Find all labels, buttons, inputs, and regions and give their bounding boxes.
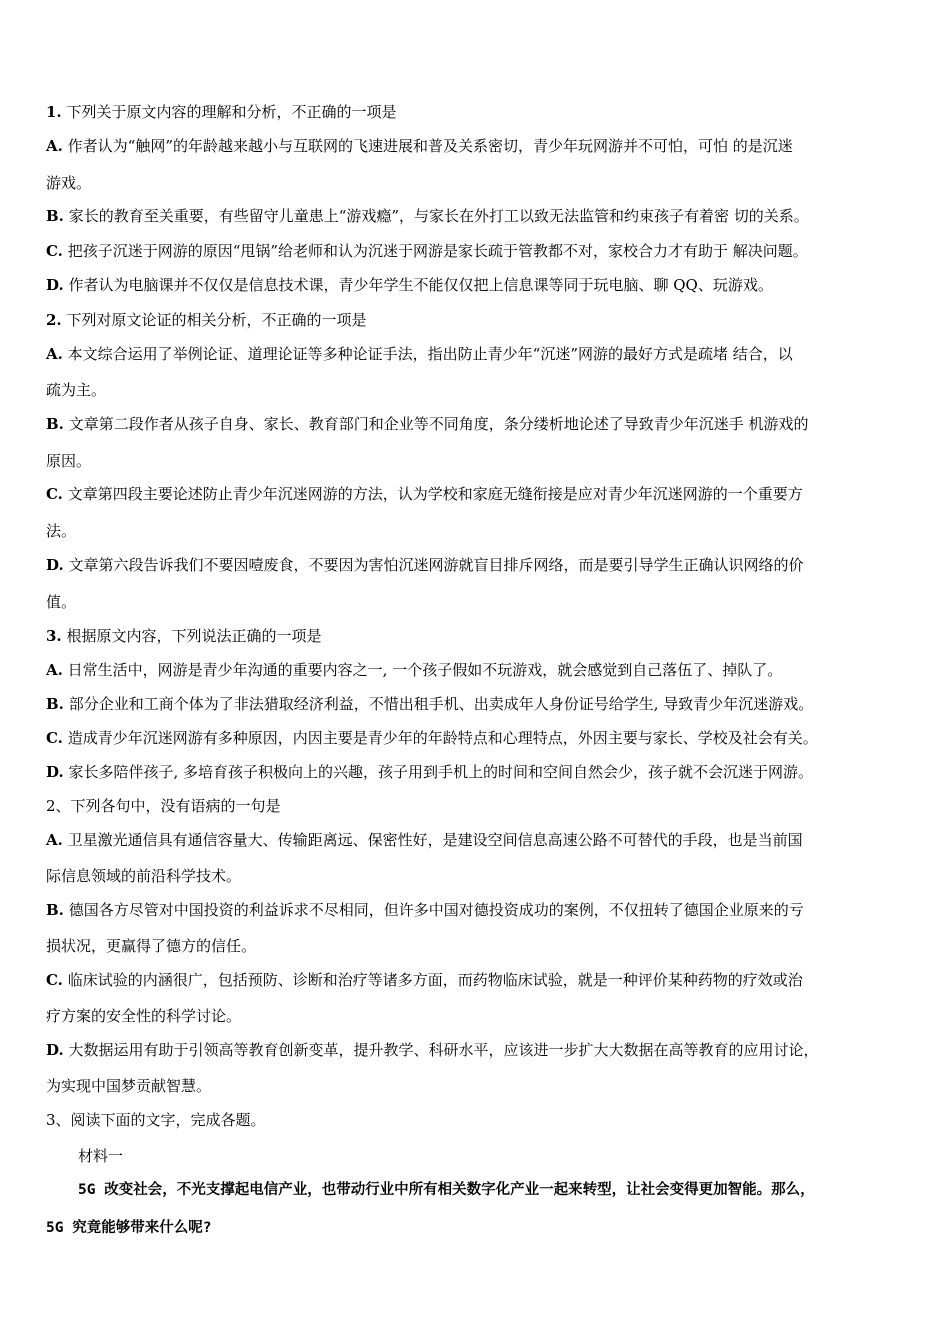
- item-label: C.: [46, 485, 63, 503]
- item-text: 卫星激光通信具有通信容量大、传输距离远、保密性好，是建设空间信息高速公路不可替代的手段，也是当前国: [67, 831, 803, 849]
- item-text: 际信息领域的前沿科学技术。: [46, 867, 242, 885]
- item-label: B.: [46, 901, 64, 919]
- item-text: 造成青少年沉迷网游有多种原因，内因主要是青少年的年龄特点和心理特点，外因主要与家长、学校及社会有关。: [67, 729, 818, 747]
- item-text: 损状况，更赢得了德方的信任。: [46, 937, 257, 955]
- item-text: 文章第四段主要论述防止青少年沉迷网游的方法，认为学校和家庭无缝衔接是应对青少年沉迷网游的一个重要方: [67, 485, 803, 503]
- item-label: A.: [46, 345, 63, 363]
- item-label: 2.: [46, 311, 62, 329]
- item-text: 根据原文内容，下列说法正确的一项是: [66, 627, 322, 645]
- text-line: [46, 484, 803, 504]
- item-text: 下列关于原文内容的理解和分析，不正确的一项是: [66, 103, 397, 121]
- text-line: [46, 521, 76, 541]
- text-line: [46, 451, 91, 471]
- text-line: [46, 592, 76, 612]
- item-text: 部分企业和工商个体为了非法猎取经济利益，不惜出租手机、出卖成年人身份证号给学生, 导致青少年沉迷游戏。: [68, 695, 814, 713]
- item-text: 2、下列各句中，没有语病的一句是: [46, 797, 281, 815]
- text-line: [46, 660, 782, 680]
- item-text: 值。: [46, 593, 77, 611]
- text-line: [46, 728, 818, 748]
- item-text: 把孩子沉迷于网游的原因“甩锅”给老师和认为沉迷于网游是家长疏于管教都不对，家校合力才有助于 解决问题。: [67, 242, 808, 260]
- text-line: [46, 380, 106, 400]
- item-text: 游戏。: [46, 174, 92, 192]
- item-text: 作者认为“触网”的年龄越来越小与互联网的飞速进展和普及关系密切，青少年玩网游并不可怕，可怕 的是沉迷: [67, 137, 793, 155]
- text-line: [46, 694, 813, 714]
- text-line: [46, 310, 366, 330]
- material-heading: 材料一: [78, 1147, 124, 1165]
- item-label: D.: [46, 556, 64, 574]
- material-paragraph-line-2: 5G 究竟能够带来什么呢?: [46, 1220, 212, 1236]
- item-text: 文章第二段作者从孩子自身、家长、教育部门和企业等不同角度，条分缕析地论述了导致青少年沉迷手 机游戏的: [68, 415, 809, 433]
- item-text: 文章第六段告诉我们不要因噎废食，不要因为害怕沉迷网游就盲目排斥网络，而是要引导学生正确认识网络的价: [68, 556, 804, 574]
- item-text: 作者认为电脑课并不仅仅是信息技术课，青少年学生不能仅仅把上信息课等同于玩电脑、聊 QQ、玩游戏。: [68, 276, 773, 294]
- item-label: A.: [46, 831, 63, 849]
- item-label: A.: [46, 137, 63, 155]
- item-label: B.: [46, 695, 64, 713]
- item-label: B.: [46, 415, 64, 433]
- item-text: 本文综合运用了举例论证、道理论证等多种论证手法，指出防止青少年“沉迷”网游的最好方式是疏堵 结合，以: [67, 345, 793, 363]
- item-label: C.: [46, 729, 63, 747]
- item-text: 日常生活中，网游是青少年沟通的重要内容之一, 一个孩子假如不玩游戏，就会感觉到自己落伍了、掉队了。: [67, 661, 783, 679]
- item-label: B.: [46, 207, 64, 225]
- item-text: 大数据运用有助于引领高等教育创新变革，提升教学、科研水平，应该进一步扩大大数据在高等教育的应用讨论，: [68, 1041, 819, 1059]
- item-text: 疗方案的安全性的科学讨论。: [46, 1007, 242, 1025]
- item-text: 3、阅读下面的文字，完成各题。: [46, 1111, 266, 1129]
- text-line: [46, 830, 803, 850]
- text-line: [46, 1076, 211, 1096]
- text-line: [46, 173, 91, 193]
- text-line: [46, 414, 808, 434]
- item-text: 家长多陪伴孩子, 多培育孩子积极向上的兴趣，孩子用到手机上的时间和空间自然会少，孩子就不会沉迷于网游。: [68, 763, 814, 781]
- item-label: 3.: [46, 627, 62, 645]
- text-line: [46, 796, 281, 816]
- text-line: [46, 555, 804, 575]
- item-text: 德国各方尽管对中国投资的利益诉求不尽相同，但许多中国对德投资成功的案例，不仅扭转了德国企业原来的亏: [68, 901, 804, 919]
- item-label: C.: [46, 971, 63, 989]
- text-line: [46, 900, 804, 920]
- item-text: 家长的教育至关重要，有些留守儿童患上“游戏瘾”，与家长在外打工以致无法监管和约束孩子有着密 切的关系。: [68, 207, 809, 225]
- item-text: 原因。: [46, 452, 92, 470]
- item-label: A.: [46, 661, 63, 679]
- item-text: 下列对原文论证的相关分析，不正确的一项是: [66, 311, 367, 329]
- item-label: D.: [46, 1041, 64, 1059]
- item-text: 为实现中国梦贡献智慧。: [46, 1077, 212, 1095]
- material-paragraph-line-1: 5G 改变社会，不光支撑起电信产业，也带动行业中所有相关数字化产业一起来转型，让社会变得更加智能。那么，: [78, 1182, 815, 1198]
- text-line: [46, 936, 256, 956]
- text-line: [46, 275, 773, 295]
- text-line: [46, 1110, 266, 1130]
- item-label: 1.: [46, 103, 62, 121]
- text-line: [46, 241, 808, 261]
- text-line: [46, 1006, 241, 1026]
- text-line: [46, 102, 396, 122]
- text-line: [46, 626, 321, 646]
- text-line: [46, 866, 241, 886]
- item-label: C.: [46, 242, 63, 260]
- item-label: D.: [46, 276, 64, 294]
- text-line: [46, 970, 803, 990]
- text-line: [46, 136, 793, 156]
- text-line: [46, 762, 813, 782]
- text-line: [46, 1040, 819, 1060]
- text-line: [46, 344, 793, 364]
- item-text: 疏为主。: [46, 381, 107, 399]
- item-label: D.: [46, 763, 64, 781]
- text-line: [46, 206, 809, 226]
- item-text: 法。: [46, 522, 77, 540]
- item-text: 临床试验的内涵很广，包括预防、诊断和治疗等诸多方面，而药物临床试验，就是一种评价某种药物的疗效或治: [67, 971, 803, 989]
